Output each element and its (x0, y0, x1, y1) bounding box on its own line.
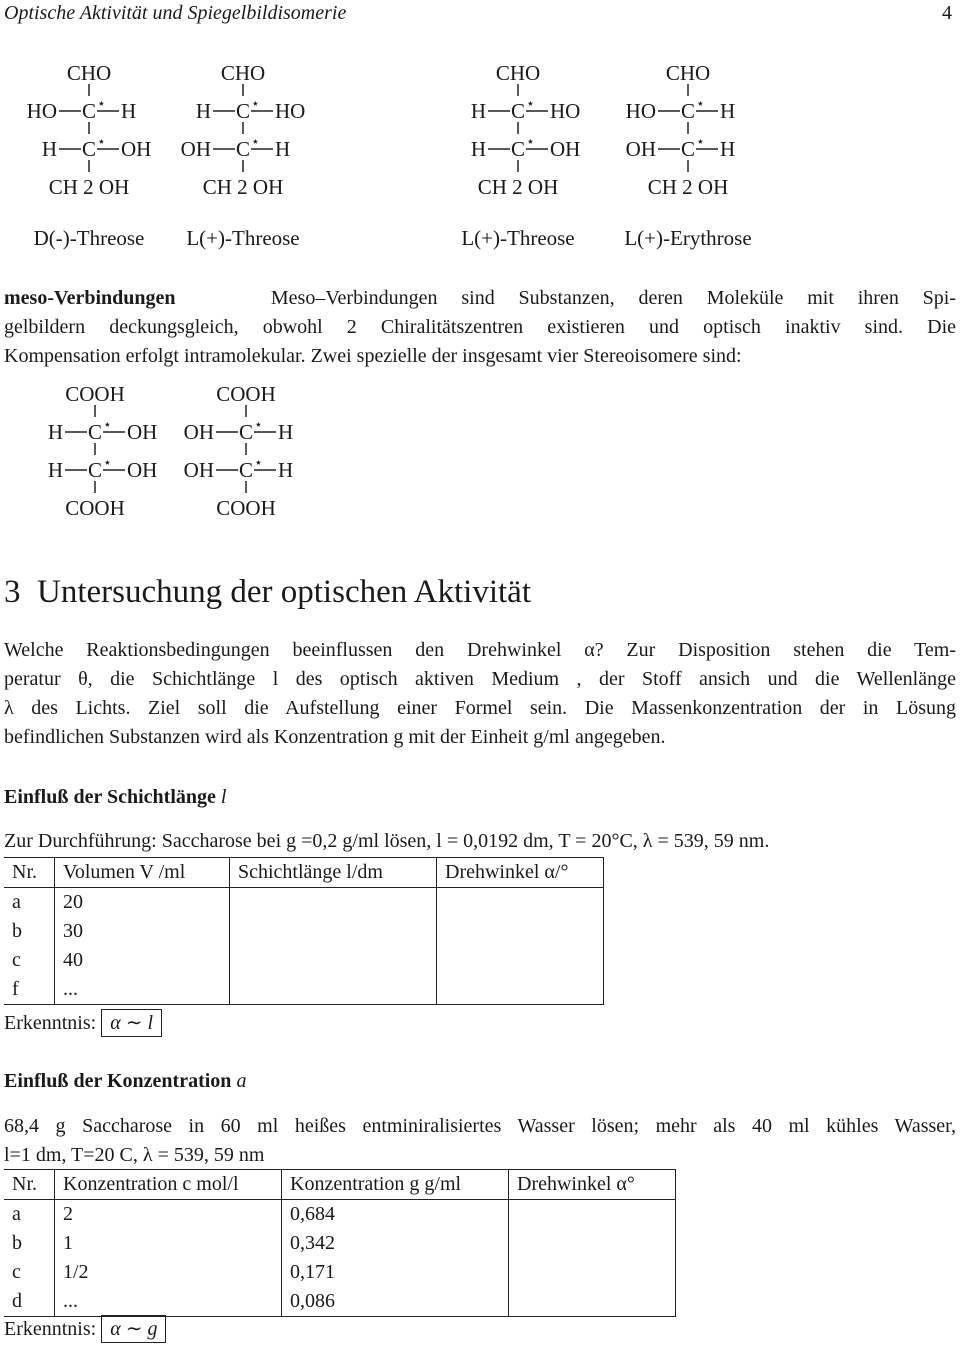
page-number: 4 (942, 2, 952, 24)
table-cell (509, 1200, 676, 1230)
result-formula: α ∼ l (101, 1009, 162, 1037)
fischer-4-right: H (720, 99, 736, 123)
result-konzentration (4, 1315, 166, 1343)
table-row (4, 975, 604, 1005)
fischer-2-name: L(+)-Threose (186, 226, 300, 250)
meso-fischer-1-right: OH (127, 420, 158, 444)
fischer-1-name: D(-)-Threose (33, 226, 145, 250)
fischer-projections-meso (0, 383, 400, 533)
table-cell: 0,171 (282, 1258, 509, 1287)
meso-fischer-2-carbon: C (238, 458, 254, 482)
intro-line2: peratur θ, die Schichtlänge l des optisch aktiven Medium , der Stoff ansich und die Wellenlänge (4, 668, 956, 690)
table-cell: a (4, 1200, 55, 1230)
table-header-row (4, 858, 604, 888)
fischer-3-left: H (470, 99, 486, 123)
table-cell: 20 (55, 888, 230, 918)
table-cell: c (4, 1258, 55, 1287)
meso-fischer-2-right: H (278, 458, 294, 482)
fischer-3-bottom: CH 2 OH (477, 175, 559, 199)
table-row (4, 1287, 676, 1317)
fischer-2-carbon: C (235, 99, 251, 123)
meso-fischer-1-top: COOH (65, 383, 125, 406)
table-cell: 0,684 (282, 1200, 509, 1230)
meso-fischer-1-left: H (47, 420, 63, 444)
fischer-4-left: OH (625, 137, 656, 161)
header-cell: Konzentration c mol/l (55, 1170, 282, 1200)
table-cell (437, 975, 604, 1005)
fischer-4-carbon: C (680, 99, 696, 123)
intro-line1: Welche Reaktionsbedingungen beeinflussen den Drehwinkel α? Zur Disposition stehen die Tem- (4, 639, 956, 661)
table-row (4, 1258, 676, 1287)
fischer-1-bottom: CH 2 OH (48, 175, 130, 199)
subsection-title: Einfluß der Schichtlänge (4, 786, 216, 808)
table-cell: 1 (55, 1229, 282, 1258)
subsection-variable: l (220, 786, 227, 808)
table-cell: 2 (55, 1200, 282, 1230)
fischer-projections-threose (0, 62, 960, 254)
table-cell: b (4, 917, 55, 946)
meso-line3: Kompensation erfolgt intramolekular. Zwei spezielle der insgesamt vier Stereoisomere sind: (4, 345, 742, 367)
meso-fischer-2-left: OH (183, 420, 214, 444)
fischer-1-carbon: C (81, 137, 97, 161)
table-schichtlaenge (4, 857, 604, 1005)
result-formula: α ∼ g (101, 1315, 166, 1343)
konz-line2: l=1 dm, T=20 C, λ = 539, 59 nm (4, 1144, 265, 1166)
header-cell: Volumen V /ml (55, 858, 230, 888)
fischer-4-star: ⋆ (696, 97, 705, 112)
meso-term: meso-Verbindungen (4, 287, 176, 309)
fischer-1-right: OH (121, 137, 152, 161)
table-header-row (4, 1170, 676, 1200)
meso-fischer-2-top: COOH (216, 383, 276, 406)
result-label: Erkenntnis: (4, 1012, 97, 1034)
meso-fischer-1-star: ⋆ (103, 456, 112, 471)
table-row (4, 946, 604, 975)
result-schichtlaenge (4, 1009, 162, 1037)
fischer-3-star: ⋆ (526, 135, 535, 150)
fischer-3-name: L(+)-Threose (461, 226, 575, 250)
fischer-2-left: OH (180, 137, 211, 161)
intro-line3: λ des Lichts. Ziel soll die Aufstellung einer Formel sein. Die Massenkonzentration der in Lösung (4, 697, 956, 719)
meso-line1: Meso–Verbindungen sind Substanzen, deren Moleküle mit ihren Spi- (270, 287, 956, 309)
meso-fischer-1-star: ⋆ (103, 418, 112, 433)
meso-fischer-1-bottom: COOH (65, 496, 125, 520)
fischer-4-bottom: CH 2 OH (647, 175, 729, 199)
section-heading (4, 574, 531, 611)
fischer-3-top: CHO (495, 62, 541, 85)
header-cell: Drehwinkel α° (509, 1170, 676, 1200)
fischer-2-right: H (275, 137, 291, 161)
table-cell: a (4, 888, 55, 918)
table-cell: ... (55, 975, 230, 1005)
table-row (4, 1229, 676, 1258)
fischer-2-left: H (195, 99, 211, 123)
table-cell: 40 (55, 946, 230, 975)
fischer-3-right: OH (550, 137, 581, 161)
fischer-1-star: ⋆ (97, 135, 106, 150)
table-cell (509, 1287, 676, 1317)
table-cell: 1/2 (55, 1258, 282, 1287)
fischer-2-top: CHO (220, 62, 266, 85)
fischer-2-star: ⋆ (251, 97, 260, 112)
meso-fischer-1-left: H (47, 458, 63, 482)
table-cell (230, 888, 437, 918)
meso-fischer-1-carbon: C (87, 458, 103, 482)
fischer-3-carbon: C (510, 99, 526, 123)
fischer-4-star: ⋆ (696, 135, 705, 150)
meso-fischer-2-left: OH (183, 458, 214, 482)
table-cell (230, 975, 437, 1005)
table-cell (230, 946, 437, 975)
fischer-4-right: H (720, 137, 736, 161)
fischer-2-carbon: C (235, 137, 251, 161)
fischer-1-left: HO (26, 99, 57, 123)
fischer-1-right: H (121, 99, 137, 123)
konzentration-paragraph (4, 1112, 956, 1170)
fischer-4-name: L(+)-Erythrose (624, 226, 752, 250)
table-cell: ... (55, 1287, 282, 1317)
fischer-4-top: CHO (665, 62, 711, 85)
meso-fischer-2-bottom: COOH (216, 496, 276, 520)
meso-fischer-1-right: OH (127, 458, 158, 482)
fischer-1-carbon: C (81, 99, 97, 123)
table-row (4, 1200, 676, 1230)
fischer-2-right: HO (275, 99, 306, 123)
table-cell (230, 917, 437, 946)
table-cell: 0,342 (282, 1229, 509, 1258)
table-cell (437, 917, 604, 946)
table-cell: b (4, 1229, 55, 1258)
intro-paragraph (4, 636, 956, 752)
meso-line2: gelbildern deckungsgleich, obwohl 2 Chiralitätszentren existieren und optisch inaktiv sind. Die (4, 316, 956, 338)
fischer-3-star: ⋆ (526, 97, 535, 112)
fischer-1-star: ⋆ (97, 97, 106, 112)
header-cell: Nr. (4, 1170, 55, 1200)
fischer-2-star: ⋆ (251, 135, 260, 150)
header-cell: Schichtlänge l/dm (230, 858, 437, 888)
header-cell: Drehwinkel α/° (437, 858, 604, 888)
table-cell: 0,086 (282, 1287, 509, 1317)
meso-fischer-2-right: H (278, 420, 294, 444)
section-title: Untersuchung der optischen Aktivität (37, 574, 531, 610)
section-number: 3 (4, 574, 21, 610)
meso-fischer-2-carbon: C (238, 420, 254, 444)
fischer-2-bottom: CH 2 OH (202, 175, 284, 199)
fischer-3-carbon: C (510, 137, 526, 161)
fischer-3-left: H (470, 137, 486, 161)
table-row (4, 917, 604, 946)
fischer-4-left: HO (625, 99, 656, 123)
result-label: Erkenntnis: (4, 1318, 97, 1340)
intro-line4: befindlichen Substanzen wird als Konzentration g mit der Einheit g/ml angegeben. (4, 726, 666, 748)
subsection-heading-konzentration (4, 1070, 246, 1093)
table-cell (437, 946, 604, 975)
meso-fischer-2-star: ⋆ (254, 418, 263, 433)
header-cell: Konzentration g g/ml (282, 1170, 509, 1200)
subsection-heading-schichtlaenge (4, 786, 226, 809)
table-cell (509, 1229, 676, 1258)
table-cell (437, 888, 604, 918)
fischer-4-carbon: C (680, 137, 696, 161)
table-cell (509, 1258, 676, 1287)
header-cell: Nr. (4, 858, 55, 888)
table-cell: 30 (55, 917, 230, 946)
konz-line1: 68,4 g Saccharose in 60 ml heißes entminiralisiertes Wasser lösen; mehr als 40 ml kühles Wasser, (4, 1115, 956, 1137)
fischer-1-left: H (41, 137, 57, 161)
running-title: Optische Aktivität und Spiegelbildisomerie (4, 2, 347, 24)
subsection-title: Einfluß der Konzentration (4, 1070, 232, 1092)
meso-fischer-1-carbon: C (87, 420, 103, 444)
table-cell: d (4, 1287, 55, 1317)
subsection-variable: a (236, 1070, 247, 1092)
meso-fischer-2-star: ⋆ (254, 456, 263, 471)
table-cell: f (4, 975, 55, 1005)
fischer-3-right: HO (550, 99, 581, 123)
fischer-1-top: CHO (66, 62, 112, 85)
table-konzentration (4, 1169, 676, 1317)
meso-paragraph (4, 284, 956, 371)
table-row (4, 888, 604, 918)
table-cell: c (4, 946, 55, 975)
procedure-text: Zur Durchführung: Saccharose bei g =0,2 g/ml lösen, l = 0,0192 dm, T = 20°C, λ = 539, 59 nm. (4, 830, 770, 852)
